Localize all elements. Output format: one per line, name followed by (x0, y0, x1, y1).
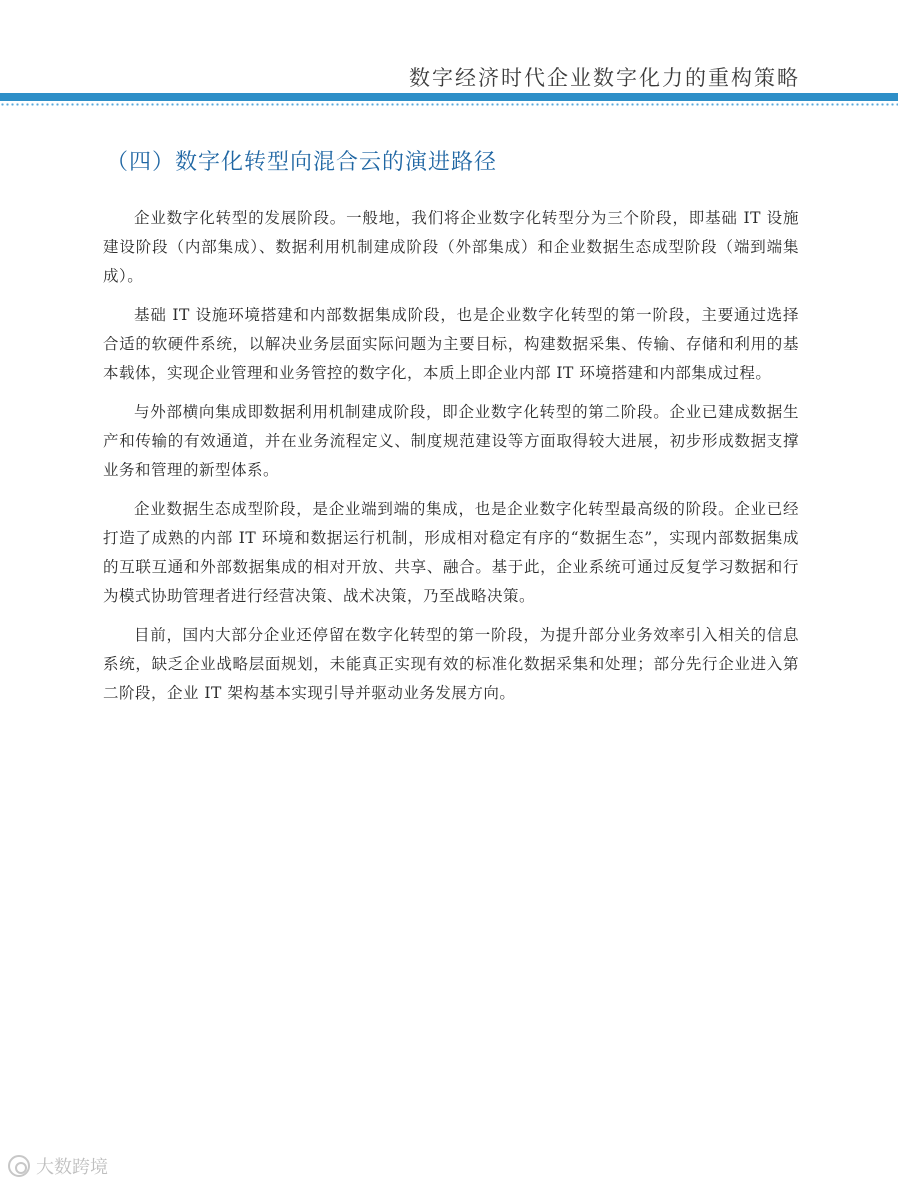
paragraph-3: 与外部横向集成即数据利用机制建成阶段，即企业数字化转型的第二阶段。企业已建成数据生产和传输的有效通道，并在业务流程定义、制度规范建设等方面取得较大进展，初步形成数据支撑业务和管理的新型体系。 (103, 403, 799, 479)
header-title: 数字经济时代企业数字化力的重构策略 (409, 66, 800, 90)
watermark (8, 1153, 108, 1179)
watermark-text: 大数跨境 (36, 1157, 108, 1178)
header-dotted-rule (0, 103, 898, 106)
paragraph-2: 基础 IT 设施环境搭建和内部数据集成阶段，也是企业数字化转型的第一阶段，主要通过选择合适的软硬件系统，以解决业务层面实际问题为主要目标，构建数据采集、传输、存储和利用的基本载体，实现企业管理和业务管控的数字化，本质上即企业内部 IT 环境搭建和内部集成过程。 (103, 306, 799, 382)
paragraph-5: 目前，国内大部分企业还停留在数字化转型的第一阶段，为提升部分业务效率引入相关的信息系统，缺乏企业战略层面规划，未能真正实现有效的标准化数据采集和处理；部分先行企业进入第二阶段，企业 IT 架构基本实现引导并驱动业务发展方向。 (103, 626, 799, 702)
brand-logo-icon (8, 1155, 30, 1177)
section-heading: （四）数字化转型向混合云的演进路径 (106, 150, 498, 175)
body-text (103, 204, 799, 718)
header-rule (0, 93, 898, 101)
paragraph-4: 企业数据生态成型阶段，是企业端到端的集成，也是企业数字化转型最高级的阶段。企业已经打造了成熟的内部 IT 环境和数据运行机制，形成相对稳定有序的“数据生态”，实现内部数据集成的互联互通和外部数据集成的相对开放、共享、融合。基于此，企业系统可通过反复学习数据和行为模式协助管理者进行经营决策、战术决策，乃至战略决策。 (103, 500, 799, 605)
paragraph-1: 企业数字化转型的发展阶段。一般地，我们将企业数字化转型分为三个阶段，即基础 IT 设施建设阶段（内部集成）、数据利用机制建成阶段（外部集成）和企业数据生态成型阶段（端到端集成）。 (103, 209, 799, 285)
